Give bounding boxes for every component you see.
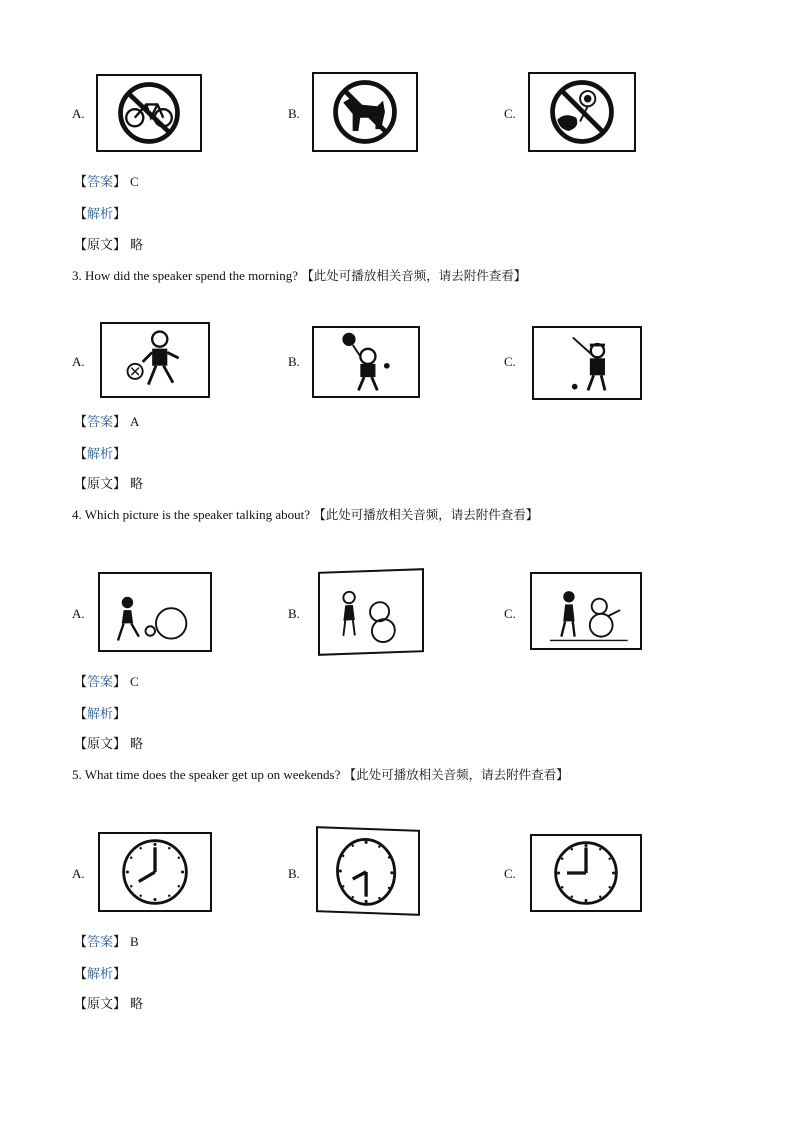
answer-tag: 【答案】	[74, 415, 127, 430]
option-label-b: B.	[288, 106, 300, 121]
q4-original-line	[74, 733, 143, 752]
q3-question	[72, 266, 526, 284]
option-label-b: B.	[288, 354, 300, 369]
answer-value: C	[130, 174, 139, 189]
q4-question	[72, 505, 538, 523]
q4-answer-line	[74, 671, 139, 690]
q4-options	[0, 566, 794, 656]
no-dog-icon	[312, 72, 418, 152]
q2-analysis-line	[74, 203, 126, 222]
q2-original-line	[74, 234, 143, 253]
original-value: 略	[130, 237, 144, 252]
q5-analysis-line	[74, 963, 126, 982]
clock-seven-oclock-icon	[316, 826, 420, 916]
question-text: 3. How did the speaker spend the morning?	[72, 268, 299, 283]
option-label-c: C.	[504, 606, 516, 621]
boy-playing-golf-icon	[532, 326, 642, 400]
option-label-b: B.	[288, 866, 300, 881]
q3-options	[0, 318, 794, 408]
child-building-snowman-icon	[530, 572, 642, 650]
clock-nine-oclock-icon	[530, 834, 642, 912]
question-text: 4. Which picture is the speaker talking about?	[72, 507, 311, 522]
option-label-a: A.	[72, 354, 85, 369]
q5-answer-line	[74, 931, 139, 950]
audio-note: 【此处可播放相关音频，请去附件查看】	[301, 268, 527, 283]
option-label-a: A.	[72, 866, 85, 881]
q3-answer-line	[74, 411, 139, 430]
original-value: 略	[130, 736, 144, 751]
no-bicycle-icon	[96, 74, 202, 152]
q2-answer-line	[74, 171, 139, 190]
analysis-tag: 【解析】	[74, 207, 127, 222]
q5-original-line	[74, 993, 143, 1012]
answer-value: B	[130, 934, 139, 949]
boy-playing-tennis-icon	[312, 326, 420, 398]
question-text: 5. What time does the speaker get up on weekends?	[72, 767, 341, 782]
q4-analysis-line	[74, 703, 126, 722]
option-label-c: C.	[504, 354, 516, 369]
answer-value: A	[130, 414, 140, 429]
option-label-a: A.	[72, 106, 85, 121]
audio-note: 【此处可播放相关音频，请去附件查看】	[343, 767, 569, 782]
answer-value: C	[130, 674, 139, 689]
q2-options	[0, 70, 794, 160]
option-label-c: C.	[504, 866, 516, 881]
analysis-tag: 【解析】	[74, 447, 127, 462]
original-value: 略	[130, 996, 144, 1011]
original-tag: 【原文】	[74, 737, 127, 752]
q5-options	[0, 824, 794, 914]
q3-analysis-line	[74, 443, 126, 462]
answer-tag: 【答案】	[74, 935, 127, 950]
answer-tag: 【答案】	[74, 675, 127, 690]
analysis-tag: 【解析】	[74, 707, 127, 722]
original-tag: 【原文】	[74, 997, 127, 1012]
child-near-snowball-icon	[98, 572, 212, 652]
child-with-snow-drawing-icon	[318, 568, 424, 656]
answer-tag: 【答案】	[74, 175, 127, 190]
audio-note: 【此处可播放相关音频，请去附件查看】	[313, 507, 539, 522]
original-value: 略	[130, 476, 144, 491]
option-label-c: C.	[504, 106, 516, 121]
no-picking-flowers-icon	[528, 72, 636, 152]
original-tag: 【原文】	[74, 477, 127, 492]
option-label-b: B.	[288, 606, 300, 621]
q3-original-line	[74, 473, 143, 492]
option-label-a: A.	[72, 606, 85, 621]
original-tag: 【原文】	[74, 238, 127, 253]
q5-question	[72, 765, 569, 783]
analysis-tag: 【解析】	[74, 967, 127, 982]
boy-playing-football-icon	[100, 322, 210, 398]
clock-eight-oclock-icon	[98, 832, 212, 912]
